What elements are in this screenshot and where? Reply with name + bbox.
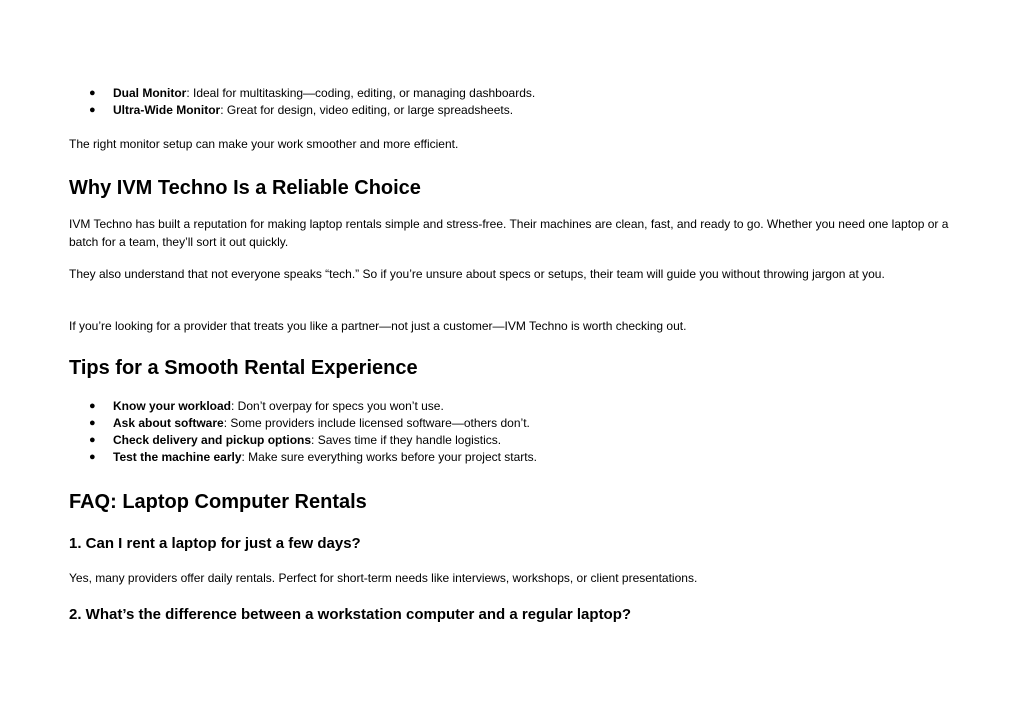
section-heading-why: Why IVM Techno Is a Reliable Choice xyxy=(69,177,421,199)
monitor-summary-paragraph: The right monitor setup can make your work smoother and more efficient. xyxy=(69,137,459,151)
why-paragraph-2: They also understand that not everyone speaks “tech.” So if you’re unsure about specs or setups, their team will guide you without throwing jargon at you. xyxy=(69,267,885,281)
bullet-icon: ● xyxy=(89,451,96,463)
list-item-text: : Don’t overpay for specs you won’t use. xyxy=(231,399,444,413)
bullet-icon: ● xyxy=(89,417,96,429)
list-item-text: : Ideal for multitasking—coding, editing, or managing dashboards. xyxy=(186,86,536,100)
list-item xyxy=(0,85,535,102)
section-heading-tips: Tips for a Smooth Rental Experience xyxy=(69,357,418,379)
list-item-label: Ultra-Wide Monitor xyxy=(113,103,221,117)
tips-list xyxy=(0,398,537,466)
list-item xyxy=(0,432,537,449)
bullet-icon: ● xyxy=(89,434,96,446)
why-paragraph-3: If you’re looking for a provider that treats you like a partner—not just a customer—IVM Techno is worth checking out. xyxy=(69,319,687,333)
bullet-icon: ● xyxy=(89,87,96,99)
list-item-label: Test the machine early xyxy=(113,450,242,464)
list-item-label: Dual Monitor xyxy=(113,86,187,100)
monitor-list xyxy=(0,85,535,119)
list-item-label: Know your workload xyxy=(113,399,232,413)
list-item-text: : Some providers include licensed software—others don’t. xyxy=(223,416,530,430)
list-item xyxy=(0,449,537,466)
section-heading-faq: FAQ: Laptop Computer Rentals xyxy=(69,491,367,513)
list-item-text: : Make sure everything works before your project starts. xyxy=(241,450,537,464)
list-item xyxy=(0,398,537,415)
bullet-icon: ● xyxy=(89,400,96,412)
list-item-label: Check delivery and pickup options xyxy=(113,433,312,447)
list-item-label: Ask about software xyxy=(113,416,224,430)
list-item xyxy=(0,415,537,432)
bullet-icon: ● xyxy=(89,104,96,116)
list-item-text: : Great for design, video editing, or large spreadsheets. xyxy=(220,103,514,117)
faq-answer-1: Yes, many providers offer daily rentals. Perfect for short-term needs like interviews, workshops, or client presentations. xyxy=(69,571,698,585)
why-paragraph-1: IVM Techno has built a reputation for making laptop rentals simple and stress-free. Their machines are clean, fast, and ready to go. Whether you need one laptop or a batch for a team, they’ll sort it out quickly. xyxy=(69,217,949,249)
list-item xyxy=(0,102,535,119)
list-item-text: : Saves time if they handle logistics. xyxy=(311,433,502,447)
faq-question-1: 1. Can I rent a laptop for just a few days? xyxy=(69,535,361,552)
faq-question-2: 2. What’s the difference between a workstation computer and a regular laptop? xyxy=(69,606,632,623)
